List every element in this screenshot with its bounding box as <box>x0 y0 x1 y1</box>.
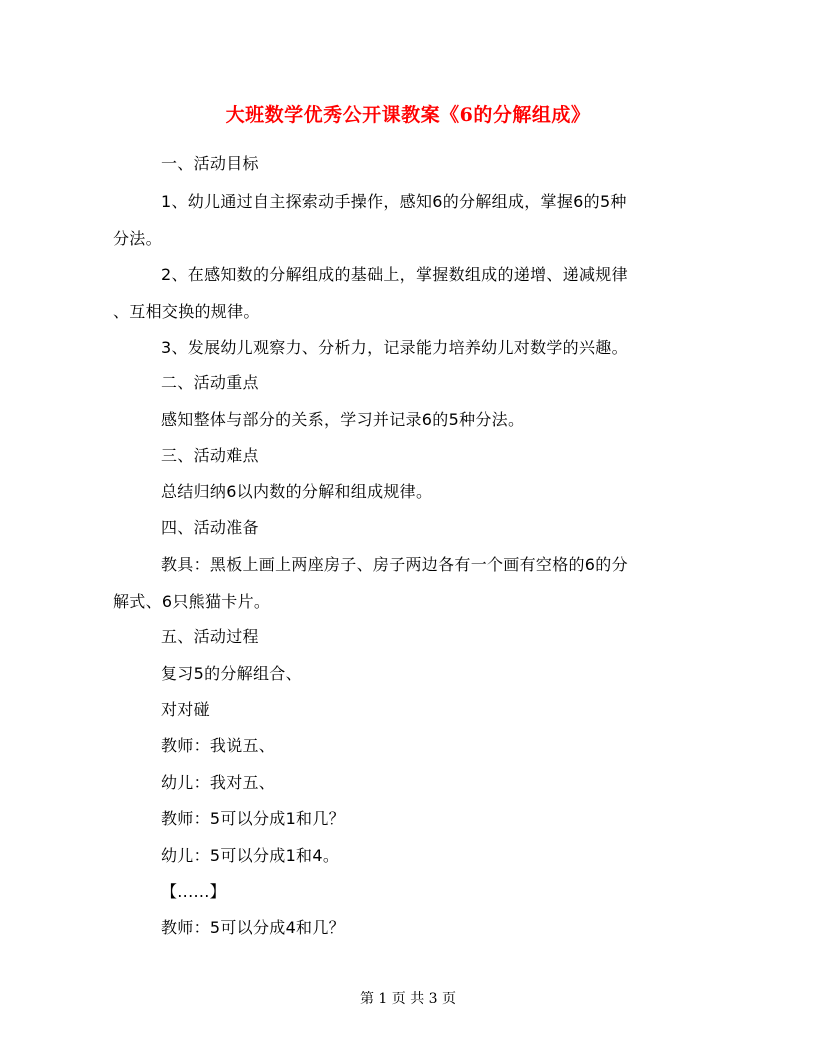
section-heading-preparation: 四、活动准备 <box>161 518 259 537</box>
page-footer: 第 1 页 共 3 页 <box>359 991 457 1007</box>
dialogue-line: 教师：5可以分成1和几？ <box>161 809 345 828</box>
dialogue-line: 幼儿：我对五、 <box>161 773 276 792</box>
paragraph-line: 3、发展幼儿观察力、分析力，记录能力培养幼儿对数学的兴趣。 <box>161 338 628 357</box>
document-title: 大班数学优秀公开课教案《6的分解组成》 <box>225 104 591 126</box>
paragraph-line: 2、在感知数的分解组成的基础上，掌握数组成的递增、递减规律 <box>161 265 628 284</box>
dialogue-line: 幼儿：5可以分成1和4。 <box>161 846 340 865</box>
paragraph-line: 分法。 <box>113 229 162 248</box>
paragraph-line: 对对碰 <box>161 700 210 719</box>
paragraph-line: 、互相交换的规律。 <box>113 302 260 321</box>
dialogue-line: 教师：我说五、 <box>161 736 276 755</box>
paragraph-line: 解式、6只熊猫卡片。 <box>113 592 271 611</box>
dialogue-line: 教师：5可以分成4和几？ <box>161 918 345 937</box>
paragraph-line: 总结归纳6以内数的分解和组成规律。 <box>161 482 433 501</box>
ellipsis-line: 【......】 <box>161 882 226 901</box>
section-heading-difficulty: 三、活动难点 <box>161 446 259 465</box>
paragraph-line: 教具：黑板上画上两座房子、房子两边各有一个画有空格的6的分 <box>161 555 628 574</box>
section-heading-focus: 二、活动重点 <box>161 373 259 392</box>
paragraph-line: 复习5的分解组合、 <box>161 664 302 683</box>
section-heading-process: 五、活动过程 <box>161 627 259 646</box>
section-heading-goals: 一、活动目标 <box>161 154 259 173</box>
paragraph-line: 1、幼儿通过自主探索动手操作，感知6的分解组成，掌握6的5种 <box>161 192 627 211</box>
paragraph-line: 感知整体与部分的关系，学习并记录6的5种分法。 <box>161 410 525 429</box>
